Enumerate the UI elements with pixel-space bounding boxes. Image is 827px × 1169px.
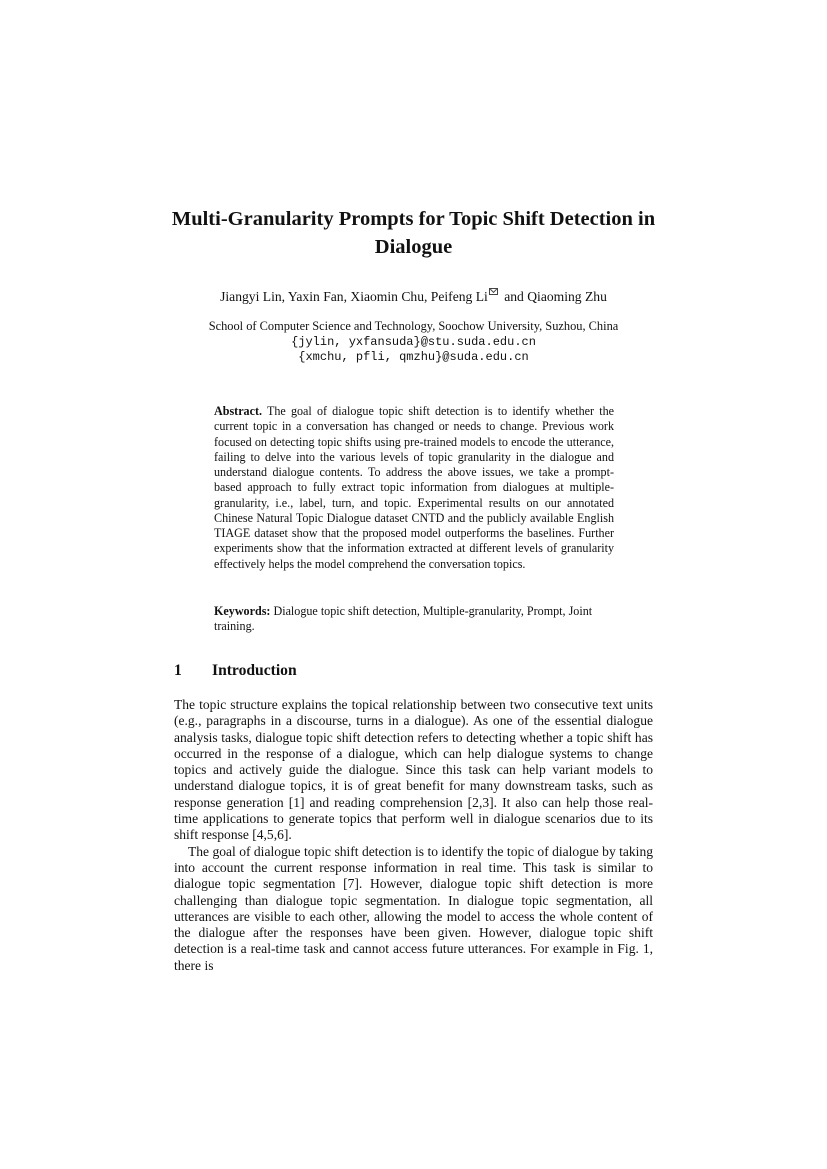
section-number: 1: [174, 662, 182, 679]
abstract-text: The goal of dialogue topic shift detection is to identify whether the current topic in a conversation has changed or needs to change. Previous work focused on detecting topic shifts using pre-trained models to encode the utterance, failing to delve into the various levels of topic granularity in the dialogue and understand dialogue contents. To address the above issues, we take a prompt-based approach to fully extract topic information from dialogues at multiple-granularity, i.e., label, turn, and topic. Experimental results on our annotated Chinese Natural Topic Dialogue dataset CNTD and the publicly available English TIAGE dataset show that the proposed model outperforms the baselines. Further experiments show that the information extracted at different levels of granularity effectively helps the model comprehend the conversation topics.: [214, 404, 614, 571]
section-heading: [174, 661, 297, 681]
keywords: [214, 604, 614, 635]
keywords-label: Keywords:: [214, 604, 271, 618]
keywords-text: Dialogue topic shift detection, Multiple-granularity, Prompt, Joint training.: [214, 604, 593, 634]
author-names: Jiangyi Lin, Yaxin Fan, Xiaomin Chu, Peifeng Li: [220, 289, 488, 304]
abstract-label: Abstract.: [214, 404, 263, 418]
paper-title: Multi-Granularity Prompts for Topic Shift Detection in Dialogue: [171, 208, 656, 258]
affiliation: School of Computer Science and Technology, Soochow University, Suzhou, China: [208, 319, 619, 333]
author-list: [150, 288, 677, 306]
email-line-2: {xmchu, pfli, qmzhu}@suda.edu.cn: [298, 350, 529, 364]
mail-icon: [489, 288, 498, 295]
email-line-1: {jylin, yxfansuda}@stu.suda.edu.cn: [291, 334, 536, 349]
section-title: Introduction: [212, 662, 297, 679]
author-names-tail: and Qiaoming Zhu: [500, 289, 607, 304]
introduction-body: [174, 697, 653, 974]
affiliation-block: [150, 319, 677, 366]
abstract: [214, 404, 614, 572]
paragraph: The goal of dialogue topic shift detection is to identify the topic of dialogue by taking into account the current response information in real time. This task is similar to dialogue topic segmentation [7]. However, dialogue topic shift detection is more challenging than dialogue topic segmentation. In dialogue topic segmentation, all utterances are visible to each other, allowing the model to access the whole content of the dialogue after the responses have been given. However, dialogue topic shift detection is a real-time task and cannot access future utterances. For example in Fig. 1, there is: [174, 843, 653, 973]
paragraph: The topic structure explains the topical relationship between two consecutive text units (e.g., paragraphs in a discourse, turns in a dialogue). As one of the essential dialogue analysis tasks, dialogue topic shift detection refers to detecting whether a topic shift has occurred in the response of a dialogue, which can help dialogue systems to change topics and actively guide the dialogue. Since this task can help variant models to understand dialogue topics, it is of great benefit for many downstream tasks, such as response generation [1] and reading comprehension [2,3]. It also can help those real-time applications to generate topics that perform well in dialogue scenarios due to its shift response [4,5,6].: [174, 697, 653, 843]
